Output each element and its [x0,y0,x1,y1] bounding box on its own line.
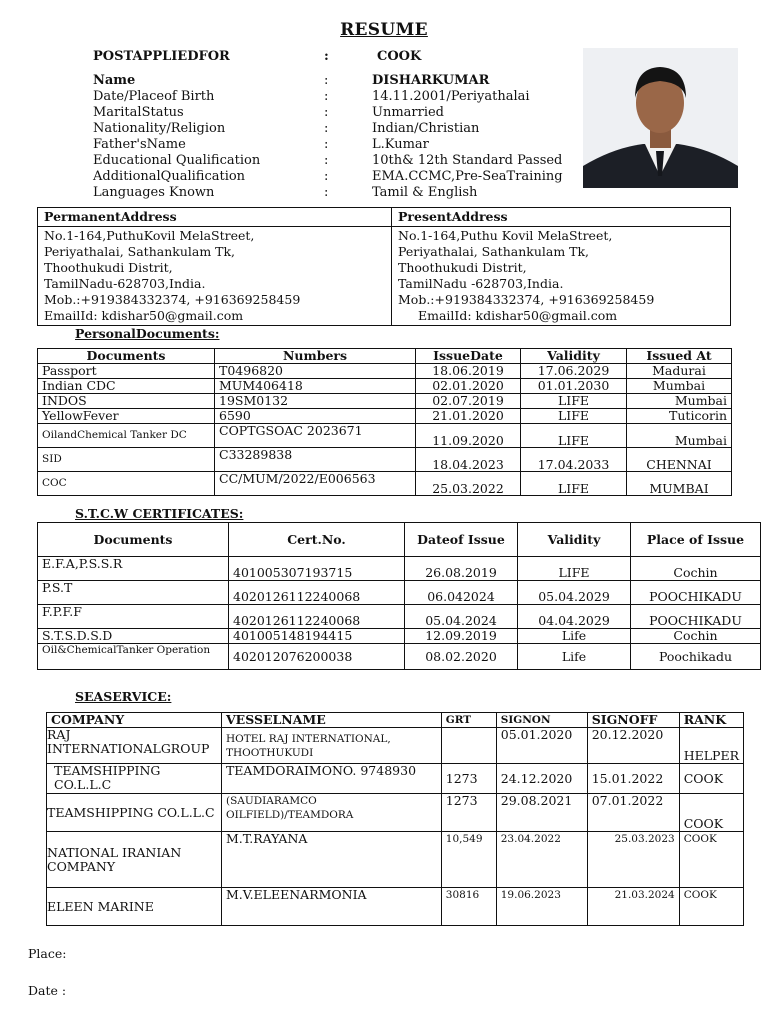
cell: M.T.RAYANA [221,832,441,888]
post-applied-label: POSTAPPLIEDFOR [93,49,230,64]
cell: 19.06.2023 [496,888,587,926]
table-row [38,472,732,496]
info-value: 10th& 12th Standard Passed [372,153,563,168]
stcw-table [37,522,761,670]
cell: Cochin [631,629,761,644]
cell: Life [518,644,631,670]
cell: (SAUDIARAMCO OILFIELD)/TEAMDORA [221,794,441,832]
info-value: Indian/Christian [372,121,480,136]
cell: HELPER [679,728,743,764]
cell: 10,549 [441,832,496,888]
cell: 06.042024 [405,581,518,605]
place-label: Place: [28,946,67,961]
col-header: Dateof Issue [405,523,518,557]
cell: LIFE [521,394,627,409]
cell: 29.08.2021 [496,794,587,832]
table-row [38,364,732,379]
address-line: Periyathalai, Sathankulam Tk, [398,244,590,259]
cell: COOK [679,764,743,794]
cell: Life [518,629,631,644]
cell: NATIONAL IRANIAN COMPANY [47,832,222,888]
col-header: GRT [441,713,496,728]
table-row [38,557,761,581]
col-header: Documents [38,523,229,557]
cell: Madurai [627,364,732,379]
cell: COC [38,472,215,496]
table-row [38,424,732,448]
cell: 05.01.2020 [496,728,587,764]
profile-photo [583,48,738,188]
cell: 11.09.2020 [416,424,521,448]
info-value: DISHARKUMAR [372,73,490,88]
permanent-address [38,227,392,326]
cell: MUMBAI [627,472,732,496]
table-row [38,394,732,409]
info-label: Name [93,73,136,88]
cell: S.T.S.D.S.D [38,629,229,644]
cell: 17.04.2033 [521,448,627,472]
cell: Oil&ChemicalTanker Operation [38,644,229,670]
col-header: COMPANY [47,713,222,728]
info-label: Nationality/Religion [93,121,226,136]
col-header: Documents [38,349,215,364]
cell: Indian CDC [38,379,215,394]
cell: LIFE [521,424,627,448]
cell: 12.09.2019 [405,629,518,644]
address-line: TamilNadu -628703,India. [398,276,564,291]
personal-documents-table [37,348,732,496]
col-header: Validity [518,523,631,557]
cell: INDOS [38,394,215,409]
cell: Passport [38,364,215,379]
cell: Tuticorin [627,409,732,424]
info-label: Languages Known [93,185,215,200]
table-row [47,832,744,888]
cell: 24.12.2020 [496,764,587,794]
cell: POOCHIKADU [631,581,761,605]
col-header: Issued At [627,349,732,364]
cell: 23.04.2022 [496,832,587,888]
date-label: Date : [28,983,67,998]
address-line: No.1-164,PuthuKovil MelaStreet, [44,228,255,243]
cell: 25.03.2022 [416,472,521,496]
address-line: EmailId: kdishar50@gmail.com [44,308,244,323]
address-line: Periyathalai, Sathankulam Tk, [44,244,236,259]
cell: COPTGSOAC 2023671 [215,424,416,448]
table-row [47,728,744,764]
table-row [38,379,732,394]
cell: Mumbai [627,424,732,448]
cell: 20.12.2020 [587,728,679,764]
cell: T0496820 [215,364,416,379]
cell: 04.04.2029 [518,605,631,629]
cell: C33289838 [215,448,416,472]
cell: 08.02.2020 [405,644,518,670]
cell: 21.01.2020 [416,409,521,424]
cell: COOK [679,832,743,888]
cell: LIFE [518,557,631,581]
address-line: Mob.:+919384332374, +916369258459 [398,292,655,307]
info-label: AdditionalQualification [93,169,246,184]
cell: 1273 [441,764,496,794]
address-table [37,207,731,326]
col-header: Numbers [215,349,416,364]
address-line: EmailId: kdishar50@gmail.com [418,308,618,323]
personal-documents-heading: PersonalDocuments: [75,326,220,341]
cell: M.V.ELEENARMONIA [221,888,441,926]
cell: 02.07.2019 [416,394,521,409]
cell: 25.03.2023 [587,832,679,888]
table-row [47,888,744,926]
cell: 21.03.2024 [587,888,679,926]
info-value: Unmarried [372,105,445,120]
cell: LIFE [521,409,627,424]
cell: Mumbai [627,379,732,394]
table-row [38,581,761,605]
cell: 07.01.2022 [587,794,679,832]
table-row [38,448,732,472]
table-row [47,764,744,794]
col-header: Place of Issue [631,523,761,557]
cell: 6590 [215,409,416,424]
cell: 4020126112240068 [229,581,405,605]
col-header: VESSELNAME [221,713,441,728]
cell: SID [38,448,215,472]
cell: 30816 [441,888,496,926]
cell: 17.06.2029 [521,364,627,379]
cell: YellowFever [38,409,215,424]
cell: 02.01.2020 [416,379,521,394]
present-address-heading: PresentAddress [392,208,731,227]
address-line: No.1-164,Puthu Kovil MelaStreet, [398,228,613,243]
info-value: 14.11.2001/Periyathalai [372,89,530,104]
address-line: Mob.:+919384332374, +916369258459 [44,292,301,307]
table-row [47,794,744,832]
info-value: EMA.CCMC,Pre-SeaTraining [372,169,563,184]
cell: 18.04.2023 [416,448,521,472]
post-applied-value: COOK [377,49,422,64]
cell: COOK [679,794,743,832]
col-header: IssueDate [416,349,521,364]
cell: 4020126112240068 [229,605,405,629]
table-row [38,605,761,629]
info-label: Educational Qualification [93,153,261,168]
cell: 401005148194415 [229,629,405,644]
permanent-address-heading: PermanentAddress [38,208,392,227]
cell: MUM406418 [215,379,416,394]
cell: 18.06.2019 [416,364,521,379]
cell [441,728,496,764]
cell: CHENNAI [627,448,732,472]
cell: ELEEN MARINE [47,888,222,926]
cell: TEAMDORAIMONO. 9748930 [221,764,441,794]
cell: E.F.A,P.S.S.R [38,557,229,581]
cell: 1273 [441,794,496,832]
table-row [38,409,732,424]
cell: POOCHIKADU [631,605,761,629]
cell: 05.04.2024 [405,605,518,629]
address-line: Thoothukudi Distrit, [398,260,527,275]
stcw-heading: S.T.C.W CERTIFICATES: [75,506,244,521]
cell: OilandChemical Tanker DC [38,424,215,448]
cell: 15.01.2022 [587,764,679,794]
cell: HOTEL RAJ INTERNATIONAL, THOOTHUKUDI [221,728,441,764]
present-address [392,227,731,326]
cell: Mumbai [627,394,732,409]
col-header: Validity [521,349,627,364]
col-header: Cert.No. [229,523,405,557]
info-label: Father'sName [93,137,186,152]
address-line: Thoothukudi Distrit, [44,260,173,275]
address-line: TamilNadu-628703,India. [44,276,206,291]
sea-service-table [46,712,744,926]
col-header: SIGNON [496,713,587,728]
cell: F.P.F.F [38,605,229,629]
col-header: RANK [679,713,743,728]
cell: RAJ INTERNATIONALGROUP [47,728,222,764]
resume-title: RESUME [340,20,428,40]
cell: CC/MUM/2022/E006563 [215,472,416,496]
info-label: Date/Placeof Birth [93,89,215,104]
info-value: Tamil & English [372,185,478,200]
cell: 26.08.2019 [405,557,518,581]
cell: 401005307193715 [229,557,405,581]
cell: 402012076200038 [229,644,405,670]
table-row [38,644,761,670]
table-row [38,629,761,644]
cell: COOK [679,888,743,926]
cell: 19SM0132 [215,394,416,409]
cell: P.S.T [38,581,229,605]
cell: Cochin [631,557,761,581]
col-header: SIGNOFF [587,713,679,728]
info-label: MaritalStatus [93,105,184,120]
cell: LIFE [521,472,627,496]
cell: TEAMSHIPPING CO.L.L.C [47,764,222,794]
post-applied-colon: : [324,49,329,64]
info-value: L.Kumar [372,137,429,152]
sea-service-heading: SEASERVICE: [75,689,172,704]
cell: 05.04.2029 [518,581,631,605]
cell: 01.01.2030 [521,379,627,394]
cell: Poochikadu [631,644,761,670]
cell: TEAMSHIPPING CO.L.L.C [47,794,222,832]
